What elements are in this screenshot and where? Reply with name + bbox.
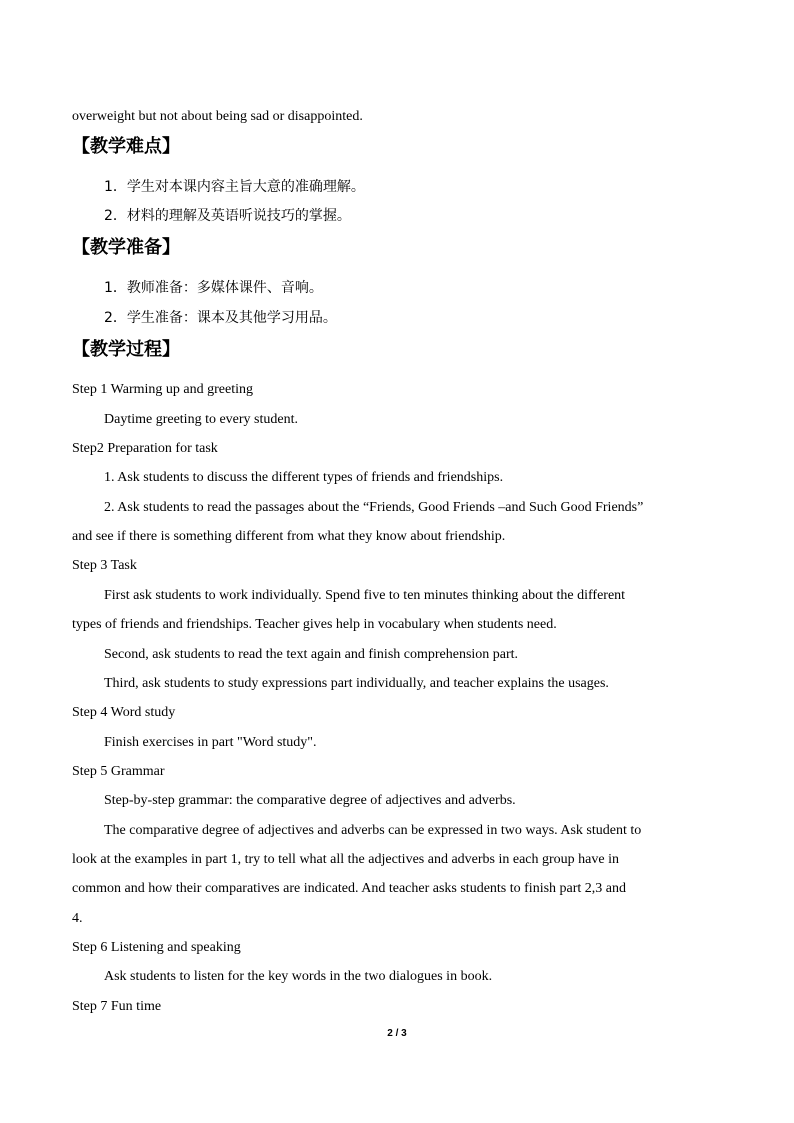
step-text: Ask students to listen for the key words in the two dialogues in book. [104,969,493,984]
step-text: The comparative degree of adjectives and adverbs can be expressed in two ways. Ask student to [104,823,642,838]
step-text: Second, ask students to read the text again and finish comprehension part. [104,647,519,662]
step-text: Finish exercises in part "Word study". [104,735,317,750]
step-text: and see if there is something different from what they know about friendship. [72,529,506,544]
section-heading-preparation: 【教学准备】 [72,237,180,258]
step-text: look at the examples in part 1, try to tell what all the adjectives and adverbs in each group have in [72,852,619,867]
step-text: Third, ask students to study expressions part individually, and teacher explains the usages. [104,676,609,691]
section-heading-difficulties: 【教学难点】 [72,136,180,157]
step-heading: Step 4 Word study [72,705,176,720]
step-text: 2. Ask students to read the passages about the “Friends, Good Friends –and Such Good Friends” [104,500,644,515]
step-text: Step-by-step grammar: the comparative degree of adjectives and adverbs. [104,793,516,808]
list-item: 1．教师准备：多媒体课件、音响。 [104,280,323,296]
step-heading: Step 5 Grammar [72,764,165,779]
step-heading: Step 1 Warming up and greeting [72,382,253,397]
step-text: First ask students to work individually. Spend five to ten minutes thinking about the different [104,588,626,603]
step-heading: Step2 Preparation for task [72,441,218,456]
page-number: 2 / 3 [387,1028,407,1039]
list-item: 2．材料的理解及英语听说技巧的掌握。 [104,208,351,224]
step-heading: Step 3 Task [72,558,137,573]
list-item: 1．学生对本课内容主旨大意的准确理解。 [104,179,365,195]
step-text: 1. Ask students to discuss the different types of friends and friendships. [104,470,504,485]
section-heading-process: 【教学过程】 [72,339,180,360]
step-text: 4. [72,911,83,926]
step-heading: Step 7 Fun time [72,999,162,1014]
step-text: types of friends and friendships. Teacher gives help in vocabulary when students need. [72,617,557,632]
step-text: common and how their comparatives are indicated. And teacher asks students to finish part 2,3 and [72,881,627,896]
step-heading: Step 6 Listening and speaking [72,940,241,955]
text-line: overweight but not about being sad or disappointed. [72,109,363,124]
list-item: 2．学生准备：课本及其他学习用品。 [104,310,337,326]
step-text: Daytime greeting to every student. [104,412,298,427]
